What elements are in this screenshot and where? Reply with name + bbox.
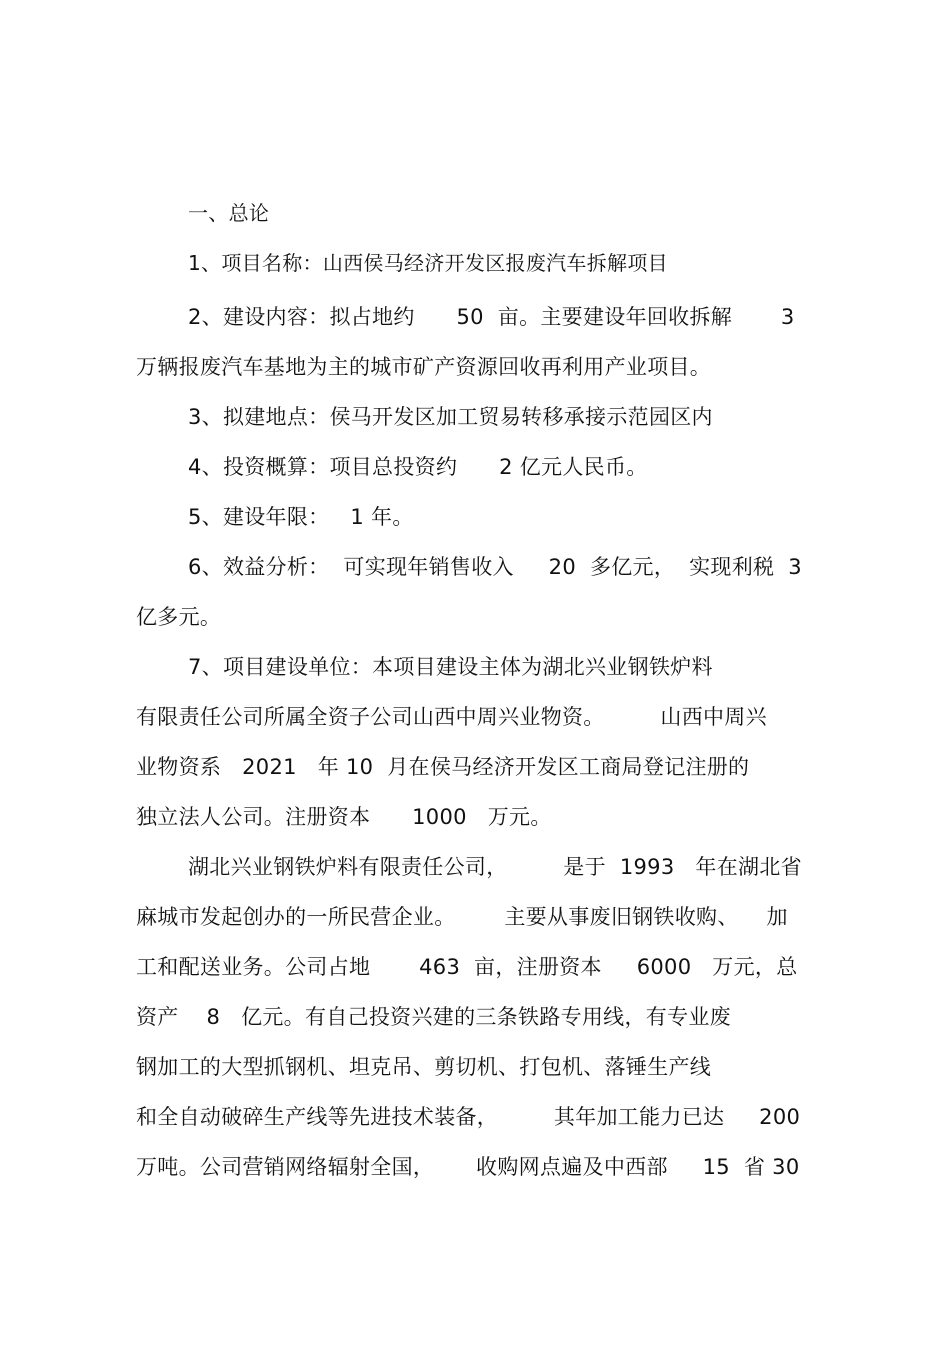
paragraph-line: 2、建设内容：拟占地约 50 亩。主要建设年回收拆解 3 — [188, 305, 795, 329]
paragraph-line: 工和配送业务。公司占地 463 亩，注册资本 6000 万元，总 — [136, 955, 798, 979]
paragraph-line: 6、效益分析： 可实现年销售收入 20 多亿元， 实现利税 3 — [188, 555, 802, 579]
paragraph-line: 和全自动破碎生产线等先进技术装备， 其年加工能力已达 200 — [136, 1105, 801, 1129]
paragraph-line: 湖北兴业钢铁炉料有限责任公司， 是于 1993 年在湖北省 — [188, 855, 802, 879]
paragraph-line: 1、项目名称：山西侯马经济开发区报废汽车拆解项目 — [188, 251, 668, 275]
paragraph-line: 业物资系 2021 年 10 月在侯马经济开发区工商局登记注册的 — [136, 755, 750, 779]
paragraph-line: 5、建设年限： 1 年。 — [188, 505, 414, 529]
paragraph-line: 独立法人公司。注册资本 1000 万元。 — [136, 805, 552, 829]
paragraph-line: 万吨。公司营销网络辐射全国， 收购网点遍及中西部 15 省 30 — [136, 1155, 800, 1179]
paragraph-line: 亿多元。 — [136, 605, 222, 629]
paragraph-line: 有限责任公司所属全资子公司山西中周兴业物资。 山西中周兴 — [136, 705, 767, 729]
paragraph-line: 4、投资概算：项目总投资约 2 亿元人民币。 — [188, 455, 648, 479]
paragraph-line: 资产 8 亿元。有自己投资兴建的三条铁路专用线，有专业废 — [136, 1005, 731, 1029]
paragraph-line: 麻城市发起创办的一所民营企业。 主要从事废旧钢铁收购、 加 — [136, 905, 788, 929]
paragraph-line: 万辆报废汽车基地为主的城市矿产资源回收再利用产业项目。 — [136, 355, 712, 379]
paragraph-line: 钢加工的大型抓钢机、坦克吊、剪切机、打包机、落锤生产线 — [136, 1055, 712, 1079]
paragraph-line: 7、项目建设单位：本项目建设主体为湖北兴业钢铁炉料 — [188, 655, 713, 679]
paragraph-line: 3、拟建地点：侯马开发区加工贸易转移承接示范园区内 — [188, 405, 713, 429]
section-heading: 一、总论 — [188, 201, 270, 225]
